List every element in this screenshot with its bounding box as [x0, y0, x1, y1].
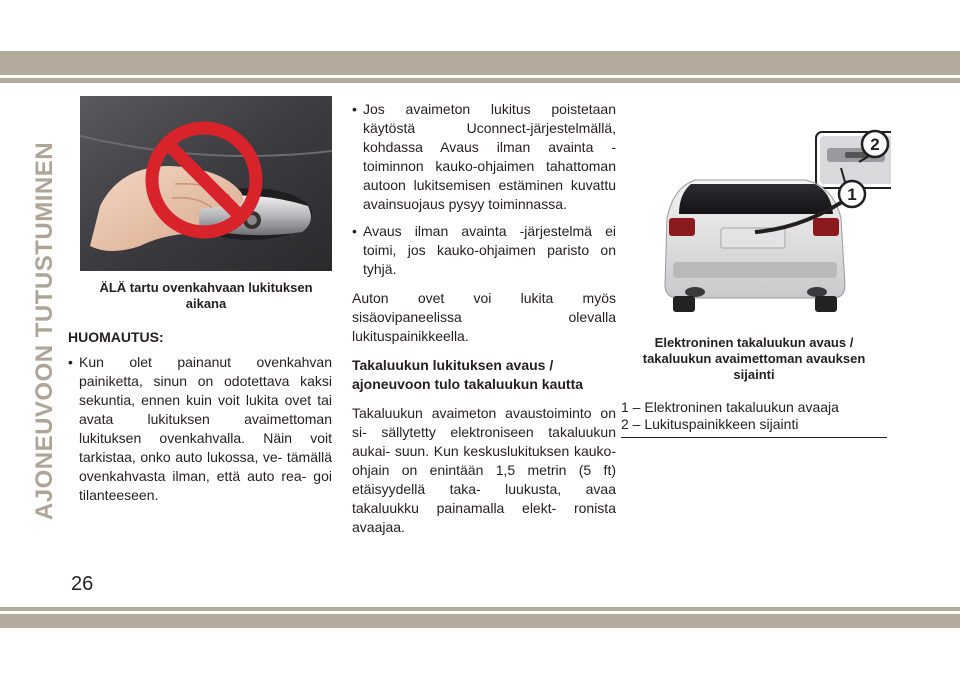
footer-strip	[0, 628, 960, 678]
vehicle-rear-illustration	[655, 110, 891, 320]
figure-legend	[621, 399, 887, 433]
figure-caption: ÄLÄ tartu ovenkahvaan lukituksen aikana	[99, 280, 313, 311]
legend-rule	[621, 437, 887, 438]
paragraph: Takaluukun avaimeton avaustoiminto on si- sällytetty elektroniseen takaluukun aukai- suun. Kun keskuslukituksen kauko-ohjain on enintään 1,5 metrin (5 ft) etäisyydellä taka- luukusta, avaa takaluukku painamalla elekt- ronista avaajaa.	[352, 405, 616, 535]
legend-item: 1 – Elektroninen takaluukun avaaja	[621, 399, 839, 415]
note-bullet: • Kun olet painanut ovenkahvan painiketta, sinun on odotettava kaksi sekuntia, ennen kuin voit lukita ovet tai avata lukituksen avaimettoman lukituksen ovenkahvalla. Näin voit tarkistaa, onko auto lukossa, ve- tämällä ovenkahvasta ilman, että auto rea- goi tilanteeseen.	[68, 353, 332, 505]
legend-item: 2 – Lukituspainikkeen sijainti	[621, 416, 799, 432]
paragraph: Auton ovet voi lukita myös sisäovipaneelissa olevalla lukituspainikkeella.	[352, 290, 616, 344]
note-bullet: • Jos avaimeton lukitus poistetaan käytöstä Uconnect-järjestelmällä, kohdassa Avaus ilman avainta -toiminnon kauko-ohjaimen tahattoman autoon lukitsemisen estäminen kuvattu avainsuojaus pysyy toiminnassa.	[352, 100, 616, 214]
column-right	[621, 100, 887, 438]
note-bullet: • Avaus ilman avainta -järjestelmä ei toimi, jos kauko-ohjaimen paristo on tyhjä.	[352, 222, 616, 279]
door-handle-illustration	[80, 96, 332, 271]
note-label: HUOMAUTUS:	[68, 329, 164, 345]
figure-caption: Elektroninen takaluukun avaus / takaluukun avaimettoman avauksen sijainti	[642, 335, 866, 382]
subheading: Takaluukun lukituksen avaus / ajoneuvoon tulo takaluukun kautta	[352, 357, 584, 392]
header-band	[0, 51, 960, 75]
page-number: 26	[71, 573, 94, 595]
section-title: AJONEUVOON TUTUSTUMINEN	[31, 141, 58, 521]
column-middle	[352, 100, 616, 537]
liftgate-photo	[655, 110, 891, 320]
callout-2-label: 2	[870, 135, 880, 154]
footer-band	[0, 614, 960, 628]
footer-rule	[0, 607, 960, 611]
column-left	[68, 96, 332, 505]
header-rule	[0, 78, 960, 83]
callout-1-label: 1	[847, 185, 857, 204]
door-handle-photo	[80, 96, 332, 271]
